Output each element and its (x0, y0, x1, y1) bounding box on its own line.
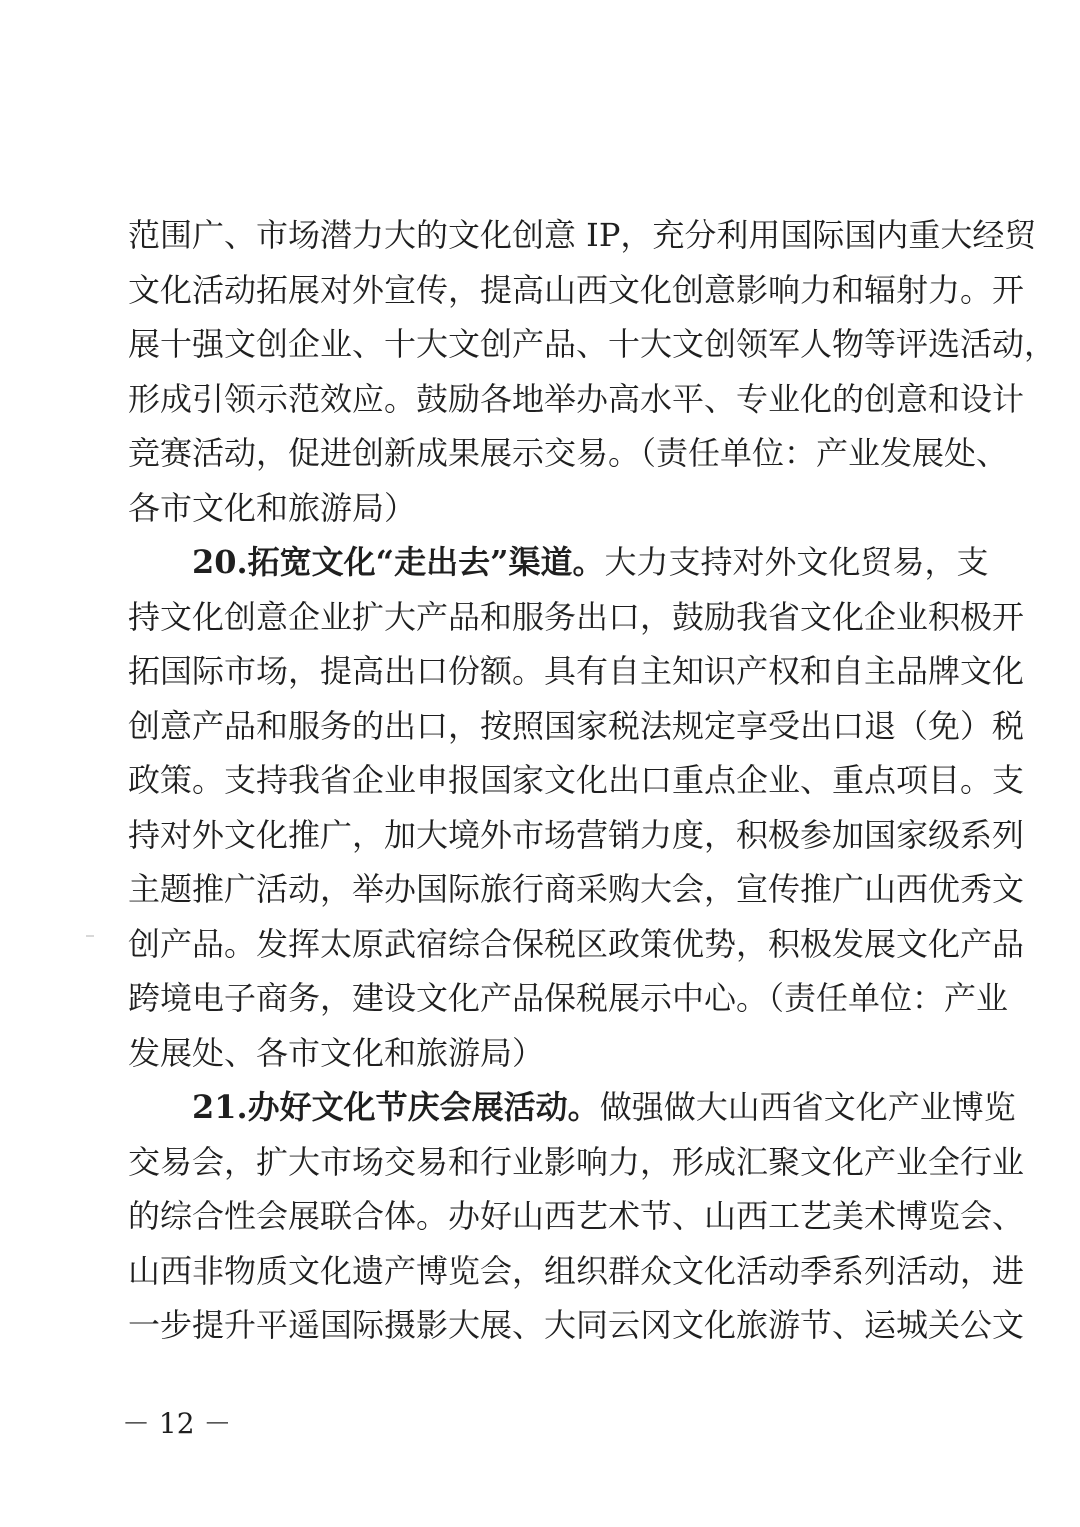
document-body (128, 208, 1057, 1353)
text-line: 范围广、市场潜力大的文化创意 IP，充分利用国际国内重大经贸 (128, 216, 1037, 254)
text-line: 展十强文创企业、十大文创产品、十大文创领军人物等评选活动， (128, 325, 1057, 363)
text-line: 创产品。发挥太原武宿综合保税区政策优势，积极发展文化产品 (128, 924, 1025, 963)
text-line: 政策。支持我省企业申报国家文化出口重点企业、重点项目。支 (128, 761, 1025, 799)
text-line: 持对外文化推广，加大境外市场营销力度，积极参加国家级系列 (128, 815, 1025, 854)
text-line: 竞赛活动，促进创新成果展示交易。（责任单位：产业发展处、 (128, 434, 1009, 472)
text-line: 持文化创意企业扩大产品和服务出口，鼓励我省文化企业积极开 (128, 597, 1025, 636)
text-line: 各市文化和旅游局） (128, 488, 417, 527)
text-line: 拓国际市场，提高出口份额。具有自主知识产权和自主品牌文化 (128, 652, 1025, 690)
section-first-line (128, 535, 989, 590)
text-line: 主题推广活动，举办国际旅行商采购大会，宣传推广山西优秀文 (128, 870, 1025, 908)
section-heading: 20.拓宽文化“走出去”渠道。 (192, 543, 605, 581)
scan-mark (86, 935, 94, 937)
text-line: 形成引领示范效应。鼓励各地举办高水平、专业化的创意和设计 (128, 379, 1025, 418)
paragraph-section-21 (128, 1080, 1025, 1353)
section-text: 大力支持对外文化贸易，支 (604, 543, 989, 581)
text-line: 山西非物质文化遗产博览会，组织群众文化活动季系列活动，进 (128, 1251, 1025, 1290)
paragraph-continuation (128, 208, 1057, 535)
text-line: 文化活动拓展对外宣传，提高山西文化创意影响力和辐射力。开 (128, 270, 1025, 309)
section-text: 做强做大山西省文化产业博览 (599, 1088, 1016, 1126)
text-line: 的综合性会展联合体。办好山西艺术节、山西工艺美术博览会、 (128, 1197, 1025, 1235)
section-heading: 21.办好文化节庆会展活动。 (192, 1088, 600, 1126)
text-line: 发展处、各市文化和旅游局） (128, 1033, 545, 1072)
text-line: 交易会，扩大市场交易和行业影响力，形成汇聚文化产业全行业 (128, 1142, 1025, 1181)
section-first-line (128, 1080, 1016, 1135)
text-line: 创意产品和服务的出口，按照国家税法规定享受出口退（免）税 (128, 706, 1025, 745)
text-line: 一步提升平遥国际摄影大展、大同云冈文化旅游节、运城关公文 (128, 1306, 1025, 1344)
page-number: － 12 － (122, 1407, 232, 1440)
text-line: 跨境电子商务，建设文化产品保税展示中心。（责任单位：产业 (128, 979, 1009, 1017)
paragraph-section-20 (128, 535, 1025, 1080)
